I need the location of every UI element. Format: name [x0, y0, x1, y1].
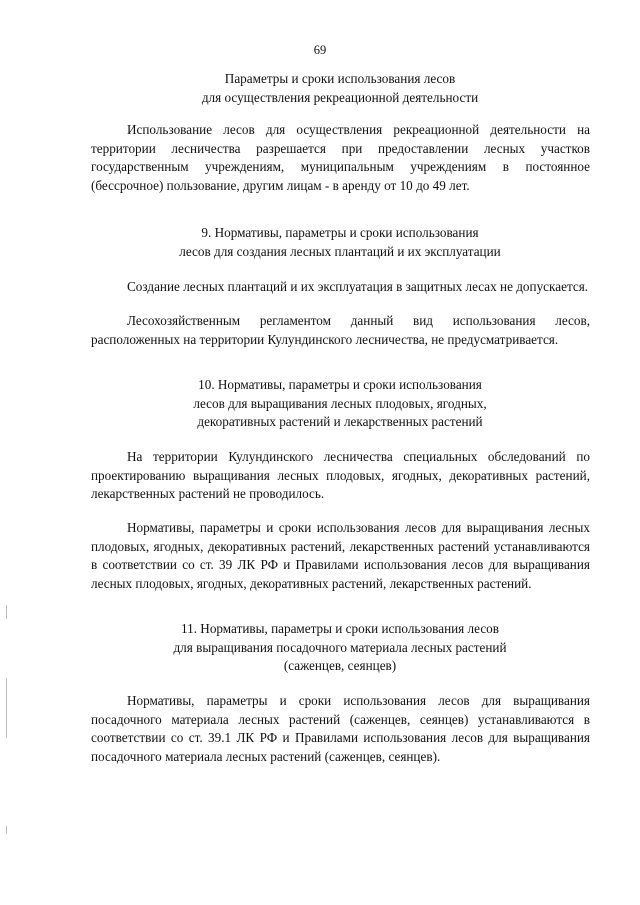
scan-artifact	[6, 678, 7, 738]
heading-line: декоративных растений и лекарственных растений	[197, 414, 483, 429]
section-heading	[80, 620, 600, 676]
section-heading	[80, 376, 600, 432]
heading-line: лесов для выращивания лесных плодовых, ягодных,	[193, 395, 487, 411]
paragraph: На территории Кулундинского лесничества специальных обследований по проектированию выращивания лесных плодовых, ягодных, декоративных растений, лекарственных растений не проводилось.	[91, 449, 590, 502]
heading-line: 9. Нормативы, параметры и сроки использования	[201, 225, 479, 240]
paragraph: Нормативы, параметры и сроки использования лесов для выращивания посадочного материала лесных растений (саженцев, сеянцев) устанавливаются в соответствии со ст. 39.1 ЛК РФ и Правилами использования лесов для выращивания посадочного материала лесных растений (саженцев, сеянцев).	[91, 693, 590, 764]
heading-line: (саженцев, сеянцев)	[283, 658, 397, 673]
heading-line: Параметры и сроки использования лесов	[224, 71, 456, 86]
paragraph: Создание лесных плантаций и их эксплуатация в защитных лесах не допускается.	[127, 279, 589, 294]
section-heading	[80, 224, 600, 261]
page-number: 69	[313, 43, 327, 57]
heading-line: 11. Нормативы, параметры и сроки использования лесов	[181, 621, 499, 636]
heading-line: 10. Нормативы, параметры и сроки использования	[198, 377, 482, 392]
heading-line: лесов для создания лесных плантаций и их эксплуатации	[179, 243, 501, 259]
heading-line: для осуществления рекреационной деятельности	[201, 89, 479, 105]
scan-artifact	[6, 826, 7, 834]
paragraph: Нормативы, параметры и сроки использования лесов для выращивания лесных плодовых, ягодных, декоративных растений, лекарственных растений устанавливаются в соответствии со ст. 39 ЛК РФ и Правилами использования лесов для выращивания лесных плодовых, ягодных, декоративных растений, лекарственных растений.	[91, 520, 590, 591]
section-heading	[80, 70, 600, 107]
scan-artifact	[6, 605, 7, 619]
heading-line: для выращивания посадочного материала лесных растений	[173, 639, 507, 655]
paragraph: Лесохозяйственным регламентом данный вид использования лесов, расположенных на территории Кулундинского лесничества, не предусматривается.	[91, 313, 590, 347]
paragraph: Использование лесов для осуществления рекреационной деятельности на территории лесничества разрешается при предоставлении лесных участков государственным учреждениям, муниципальным учреждениям в постоянное (бессрочное) пользование, другим лицам - в аренду от 10 до 49 лет.	[91, 122, 590, 193]
